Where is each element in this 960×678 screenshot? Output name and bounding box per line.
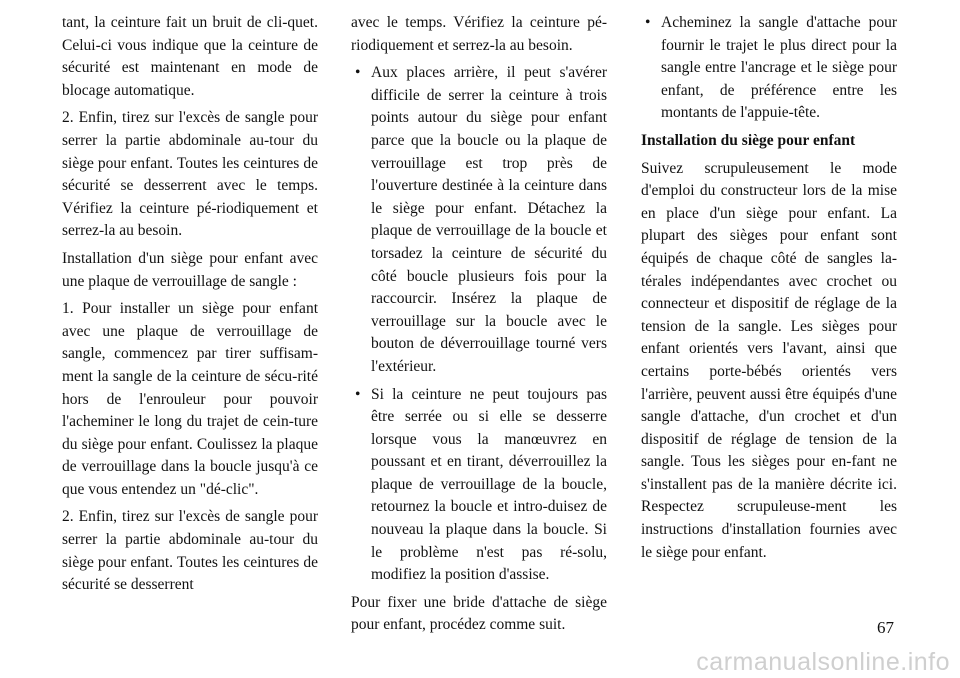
paragraph: tant, la ceinture fait un bruit de cli-quet. Celui-ci vous indique que la ceinture de sécurité est maintenant en mode de blocage automatique.	[62, 14, 318, 99]
watermark: carmanualsonline.info	[696, 648, 950, 676]
paragraph: Suivez scrupuleusement le mode d'emploi du constructeur lors de la mise en place d'un siège pour enfant. La plupart des sièges pour enfant sont équipés de chaque côté de sangles la-térales indépendantes avec crochet ou connecteur et dispositif de réglage de la tension de la sangle. Les sièges pour enfant orientés vers l'avant, ainsi que certains porte-bébés orientés vers l'arrière, peuvent aussi être équipés d'une sangle d'attache, d'un crochet et d'un dispositif de réglage de tension de la sangle. Tous les sièges pour en-fant ne s'installent pas de la manière décrite ici. Respectez scrupuleuse-ment les instructions d'installation fournies avec le siège pour enfant.	[641, 159, 897, 561]
paragraph: Installation d'un siège pour enfant avec une plaque de verrouillage de sangle :	[62, 249, 318, 290]
bullet-text: Si la ceinture ne peut toujours pas être serrée ou si elle se desserre lorsque vous la manœuvrez en poussant et en tirant, déverrouillez la plaque de verrouillage de la boucle, retournez la boucle et intro-duisez de nouveau la plaque dans la boucle. Si le problème n'est pas ré-solu, modifiez la position d'assise.	[371, 385, 607, 584]
bullet-text: Aux places arrière, il peut s'avérer difficile de serrer la ceinture à trois points autour du siège pour enfant parce que la boucle ou la plaque de verrouillage est trop près de l'ouverture destinée à la ceinture dans le siège pour enfant. Détachez la plaque de verrouillage de la boucle et torsadez la ceinture de sécurité du côté boucle plusieurs fois pour la raccourcir. Insérez la plaque de verrouillage sur la boucle avec le bouton de déverrouillage tourné vers l'extérieur.	[371, 64, 607, 375]
bullet-icon: •	[645, 14, 651, 31]
bullet-icon: •	[355, 64, 361, 82]
paragraph: 1. Pour installer un siège pour enfant avec une plaque de verrouillage de sangle, commencez par tirer suffisam-ment la sangle de la ceinture de sécu-rité hors de l'enrouleur pour pouvoir l'acheminer le long du trajet de cein-ture du siège pour enfant. Coulissez la plaque de verrouillage dans la boucle jusqu'à ce que vous entendez un "dé-clic".	[62, 300, 318, 498]
bullet-item	[641, 12, 897, 125]
bullet-icon: •	[355, 385, 361, 403]
bullet-item	[351, 62, 607, 378]
bullet-item	[351, 384, 607, 587]
paragraph: Pour fixer une bride d'attache de siège pour enfant, procédez comme suit.	[351, 593, 607, 634]
text-column-1	[62, 12, 318, 597]
text-column-2	[351, 12, 607, 637]
paragraph: avec le temps. Vérifiez la ceinture pé-riodiquement et serrez-la au besoin.	[351, 14, 607, 54]
section-heading: Installation du siège pour enfant	[641, 131, 856, 149]
paragraph: 2. Enfin, tirez sur l'excès de sangle pour serrer la partie abdominale au-tour du siège pour enfant. Toutes les ceintures de sécurité se desserrent	[62, 508, 318, 594]
text-column-3	[641, 12, 897, 564]
paragraph: 2. Enfin, tirez sur l'excès de sangle pour serrer la partie abdominale au-tour du siège pour enfant. Toutes les ceintures de sécurité se desserrent avec le temps. Vérifiez la ceinture pé-riodiquement et serrez-la au besoin.	[62, 109, 318, 240]
page-number: 67	[877, 618, 894, 637]
bullet-text: Acheminez la sangle d'attache pour fournir le trajet le plus direct pour la sangle entre l'ancrage et le siège pour enfant, de préférence entre les montants de l'appuie-tête.	[661, 14, 897, 122]
